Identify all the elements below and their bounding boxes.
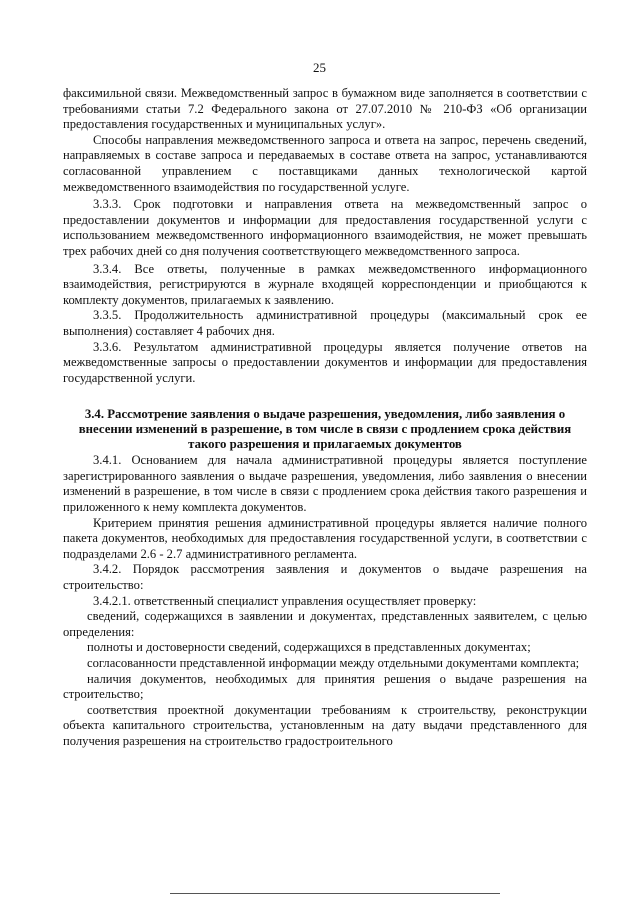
paragraph: 3.4.2.1. ответственный специалист управления осуществляет проверку: xyxy=(93,593,477,608)
document-body xyxy=(63,86,587,750)
paragraph: 3.3.6. Результатом административной процедуры является получение ответов на межведомственные запросы о предоставлении документов и информации для предоставления государственной услуги. xyxy=(63,339,587,385)
paragraph: факсимильной связи. Межведомственный запрос в бумажном виде заполняется в соответствии с требованиями статьи 7.2 Федерального закона от 27.07.2010 № 210-ФЗ «Об организации предоставления государственных и муниципальных услуг». xyxy=(63,86,587,132)
paragraph: 3.3.5. Продолжительность административной процедуры (максимальный срок ее выполнения) составляет 4 рабочих дня. xyxy=(63,308,587,338)
list-item: наличия документов, необходимых для принятия решения о выдаче разрешения на строительство; xyxy=(63,671,587,702)
paragraph: сведений, содержащихся в заявлении и документах, представленных заявителем, с целью определения: xyxy=(63,609,587,639)
paragraph: Критерием принятия решения административной процедуры является наличие полного пакета документов, необходимых для предоставления государственной услуги, в соответствии с подразделами 2.6 - 2.7 административного регламента. xyxy=(63,515,587,561)
paragraph: 3.3.3. Срок подготовки и направления ответа на межведомственный запрос о предоставлении документов и информации для предоставления государственной услуги с использованием межведомственного информационного взаимодействия, не может превышать трех рабочих дней со дня получения соответствующего межведомственного запроса. xyxy=(63,197,587,258)
list-item: согласованности представленной информации между отдельными документами комплекта; xyxy=(87,656,580,670)
list-item: соответствия проектной документации требованиям к строительству, реконструкции объекта капитального строительства, установленным на дату выдачи представленного для получения разрешения на строительство градостроительного xyxy=(63,702,587,748)
paragraph: 3.4.1. Основанием для начала административной процедуры является поступление зарегистрированного заявления о выдаче разрешения, уведомления, либо заявления о внесении изменений в разрешение, в том числе в связи с продлением срока действия такого разрешения и приложенного к нему комплекта документов. xyxy=(63,453,587,515)
section-heading: 3.4. Рассмотрение заявления о выдаче разрешения, уведомления, либо заявления о внесении изменений в разрешение, в том числе в связи с продлением срока действия такого разрешения и прилагаемых документов xyxy=(78,407,572,452)
paragraph: 3.3.4. Все ответы, полученные в рамках межведомственного информационного взаимодействия, регистрируются в журнале входящей корреспонденции и приобщаются к комплекту документов, прилагаемых к заявлению. xyxy=(63,261,587,307)
paragraph: 3.4.2. Порядок рассмотрения заявления и документов о выдаче разрешения на строительство: xyxy=(63,562,587,593)
list-item: полноты и достоверности сведений, содержащихся в представленных документах; xyxy=(87,640,531,655)
scan-artifact-line xyxy=(170,893,500,894)
paragraph: Способы направления межведомственного запроса и ответа на запрос, перечень сведений, направляемых в составе запроса и передаваемых в составе ответа на запрос, устанавливаются согласованной управлением с поставщиками данных технологической картой межведомственного взаимодействия по государственной услуге. xyxy=(63,132,587,194)
page-number: 25 xyxy=(313,60,326,75)
